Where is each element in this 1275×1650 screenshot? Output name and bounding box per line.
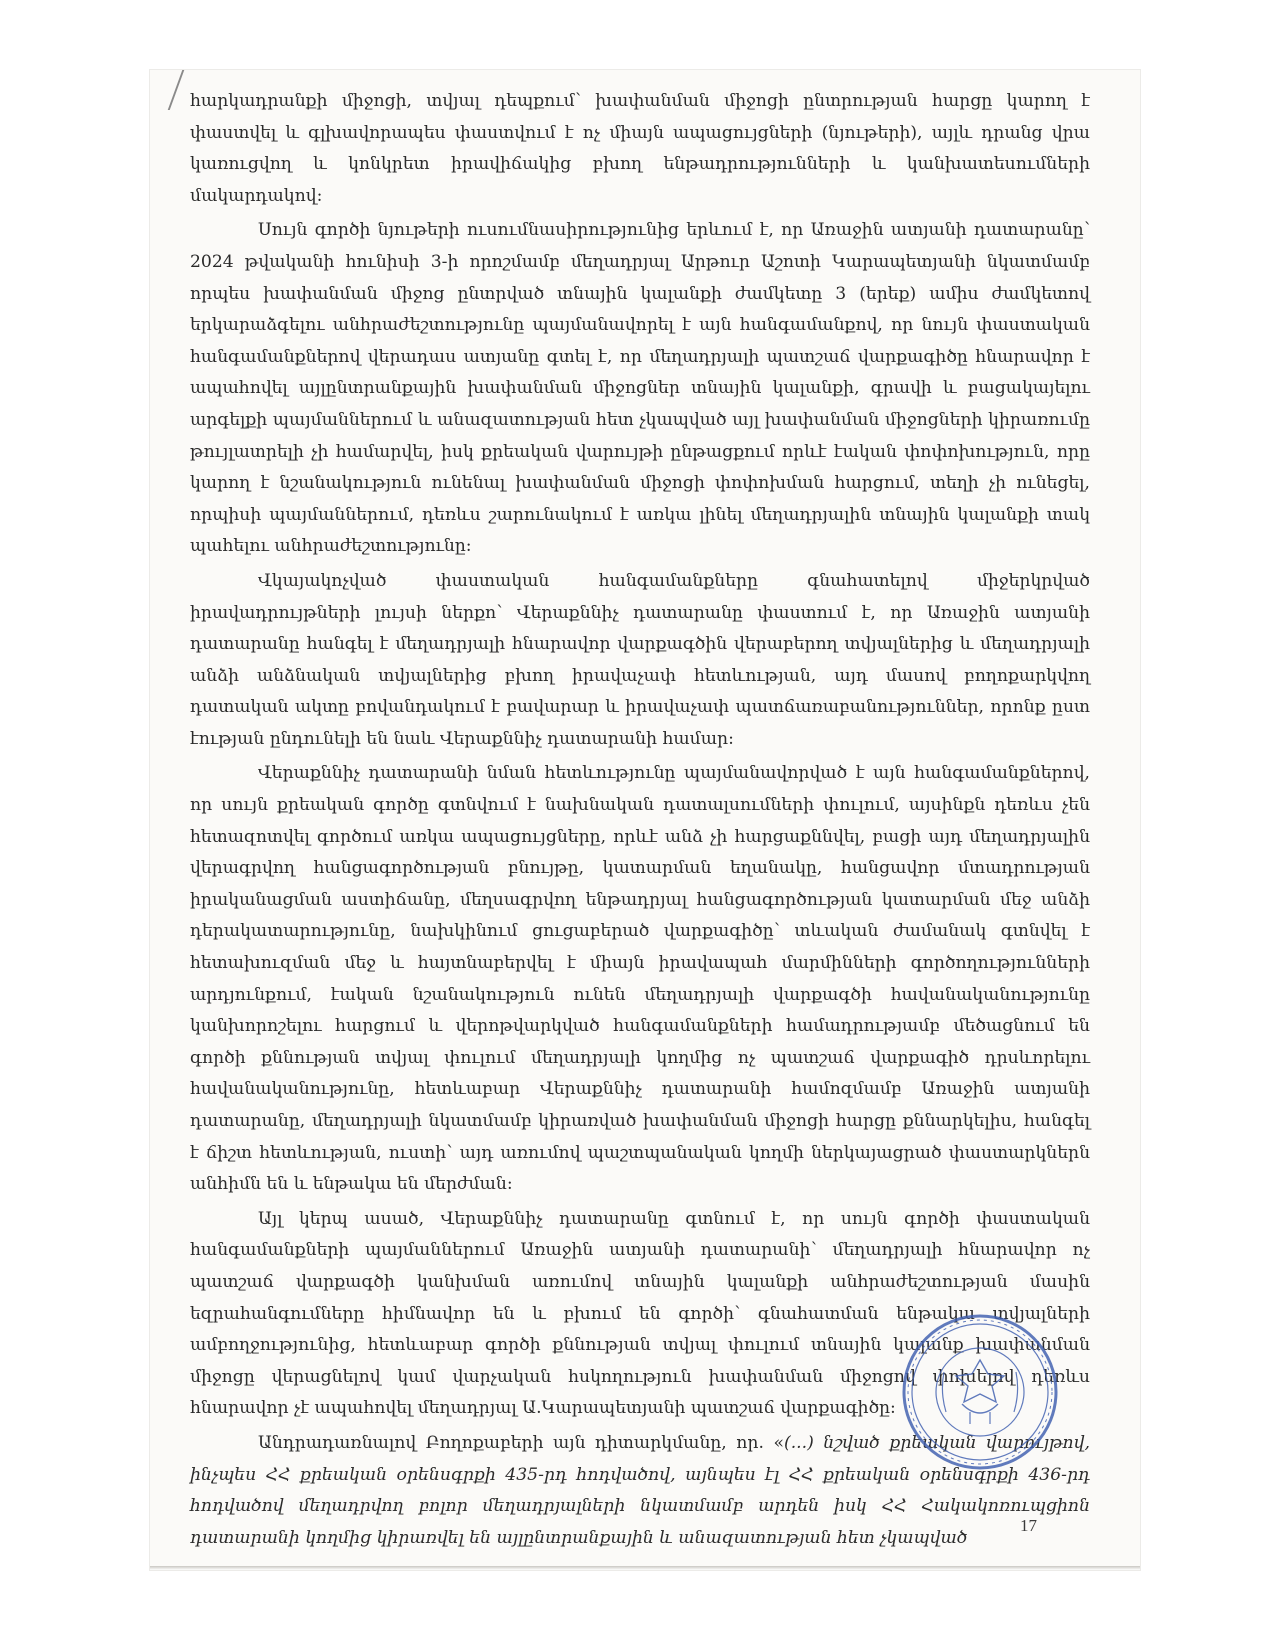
paragraph-1: հարկադրանքի միջոցի, տվյալ դեպքում՝ խափանման միջոցի ընտրության հարցը կարող է փաստվել և գլխավորապես փաստվում է ոչ միայն ապացույցների (նյութերի), այլև դրանց վրա կառուցվող և կոնկրետ իրավիճակից բխող ենթադրությունների և կանխատեսումների մակարդակով: (190, 91, 1090, 206)
page-number: 17 (1020, 1516, 1037, 1535)
paragraph-4: Վերաքննիչ դատարանի նման հետևությունը պայմանավորված է այն հանգամանքներով, որ սույն քրեական գործը գտնվում է նախնական դատալսումների փուլում, այսինքն դեռևս չեն հետազոտվել գործում առկա ապացույցները, որևէ անձ չի հարցաքննվել, բացի այդ մեղադրյալին վերագրվող հանցագործության բնույթը, կատարման եղանակը, հանցավոր մտադրության իրականացման աստիճանը, մեղսագրվող ենթադրյալ հանցագործության կատարման մեջ անձի դերակատարությունը, նախկինում ցուցաբերած վարքագիծը՝ տևական ժամանակ գտնվել է հետախուզման մեջ և հայտնաբերվել է միայն իրավապահ մարմինների գործողությունների արդյունքում, էական նշանակություն ունեն մեղադրյալի վարքագծի հավանականությունը կանխորոշելու հարցում և վերոթվարկված հանգամանքների համադրությամբ մեծացնում են գործի քննության տվյալ փուլում մեղադրյալի կողմից ոչ պատշաճ վարքագիծ դրսևորելու հավանականությունը, հետևաբար Վերաքննիչ դատարանի համոզմամբ Առաջին ատյանի դատարանը, մեղադրյալի նկատմամբ կիրառված խափանման միջոցի հարցը քննարկելիս, հանգել է ճիշտ հետևության, ուստի՝ այդ առումով պաշտպանական կողմի ներկայացրած փաստարկներն անհիմն են և ենթակա են մերժման: (190, 763, 1090, 1195)
paragraph-2: Սույն գործի նյութերի ուսումնասիրությունից երևում է, որ Առաջին ատյանի դատարանը՝ 2024 թվականի հունիսի 3-ի որոշմամբ մեղադրյալ Արթուր Աշոտի Կարապետյանի նկատմամբ որպես խափանման միջոց ընտրված տնային կալանքի ժամկետը 3 (երեք) ամիս ժամկետով երկարաձգելու անհրաժեշտությունը պայմանավորել է այն հանգամանքով, որ նույն փաստական հանգամանքներով վերադաս ատյանը գտել է, որ մեղադրյալի պատշաճ վարքագիծը հնարավոր է ապահովել այլընտրանքային խափանման միջոցներ տնային կալանքի, գրավի և բացակայելու արգելքի պայմաններում և անազատության հետ չկապված այլ խափանման միջոցների կիրառումը թույլատրելի չի համարվել, իսկ քրեական վարույթի ընթացքում որևէ էական փոփոխություն, որը կարող է նշանակություն ունենալ խափանման միջոցի փոփոխման հարցում, տեղի չի ունեցել, որպիսի պայմաններում, դեռևս շարունակում է առկա լինել մեղադրյալին տնային կալանքի տակ պահելու անհրաժեշտությունը: (190, 220, 1090, 557)
court-seal-icon (900, 1312, 1060, 1472)
page-bottom-edge (150, 1566, 1140, 1570)
quote-body-text: (...) նշված քրեական վարույթով, ինչպես ՀՀ քրեական օրենսգրքի 435-րդ հոդվածով, այնպես էլ ՀՀ քրեական օրենսգրքի 436-րդ հոդվածով մեղադրվող բոլոր մեղադրյալների նկատմամբ արդեն իսկ ՀՀ Հակակոռուպցիոն դատարանի կողմից կիրառվել են այլընտրանքային և անազատության հետ չկապված (190, 1432, 1090, 1548)
paragraph-3: Վկայակոչված փաստական հանգամանքները գնահատելով միջերկրված իրավադրույթների լույսի ներքո՝ Վերաքննիչ դատարանը փաստում է, որ Առաջին ատյանի դատարանը հանգել է մեղադրյալի հնարավոր վարքագծին վերաբերող տվյալներից և մեղադրյալի անձի անձնական տվյալներից բխող իրավաչափ հետևության, այդ մասով բողոքարկվող դատական ակտը բովանդակում է բավարար և իրավաչափ պատճառաբանություններ, որոնք ըստ էության ընդունելի են նաև Վերաքննիչ դատարանի համար: (190, 570, 1090, 749)
quote-lead-text: Անդրադառնալով Բողոքաբերի այն դիտարկմանը, որ. « (258, 1432, 784, 1453)
paragraph-5: Այլ կերպ ասած, Վերաքննիչ դատարանը գտնում է, որ սույն գործի փաստական հանգամանքների պայմաններում Առաջին ատյանի դատարանի՝ մեղադրյալի հնարավոր ոչ պատշաճ վարքագծի կանխման առումով տնային կալանքի անհրաժեշտության մասին եզրահանգումները հիմնավոր են և բխում են գործի՝ գնահատման ենթակա տվյալների ամբողջությունից, հետևաբար գործի քննության տվյալ փուլում տնային կալանք խափանման միջոցը վերացնելով կամ վարչական հսկողություն խափանման միջոցով փոխելով դեռևս հնարավոր չէ ապահովել մեղադրյալ Ա.Կարապետյանի պատշաճ վարքագիծը: (190, 1208, 1090, 1419)
